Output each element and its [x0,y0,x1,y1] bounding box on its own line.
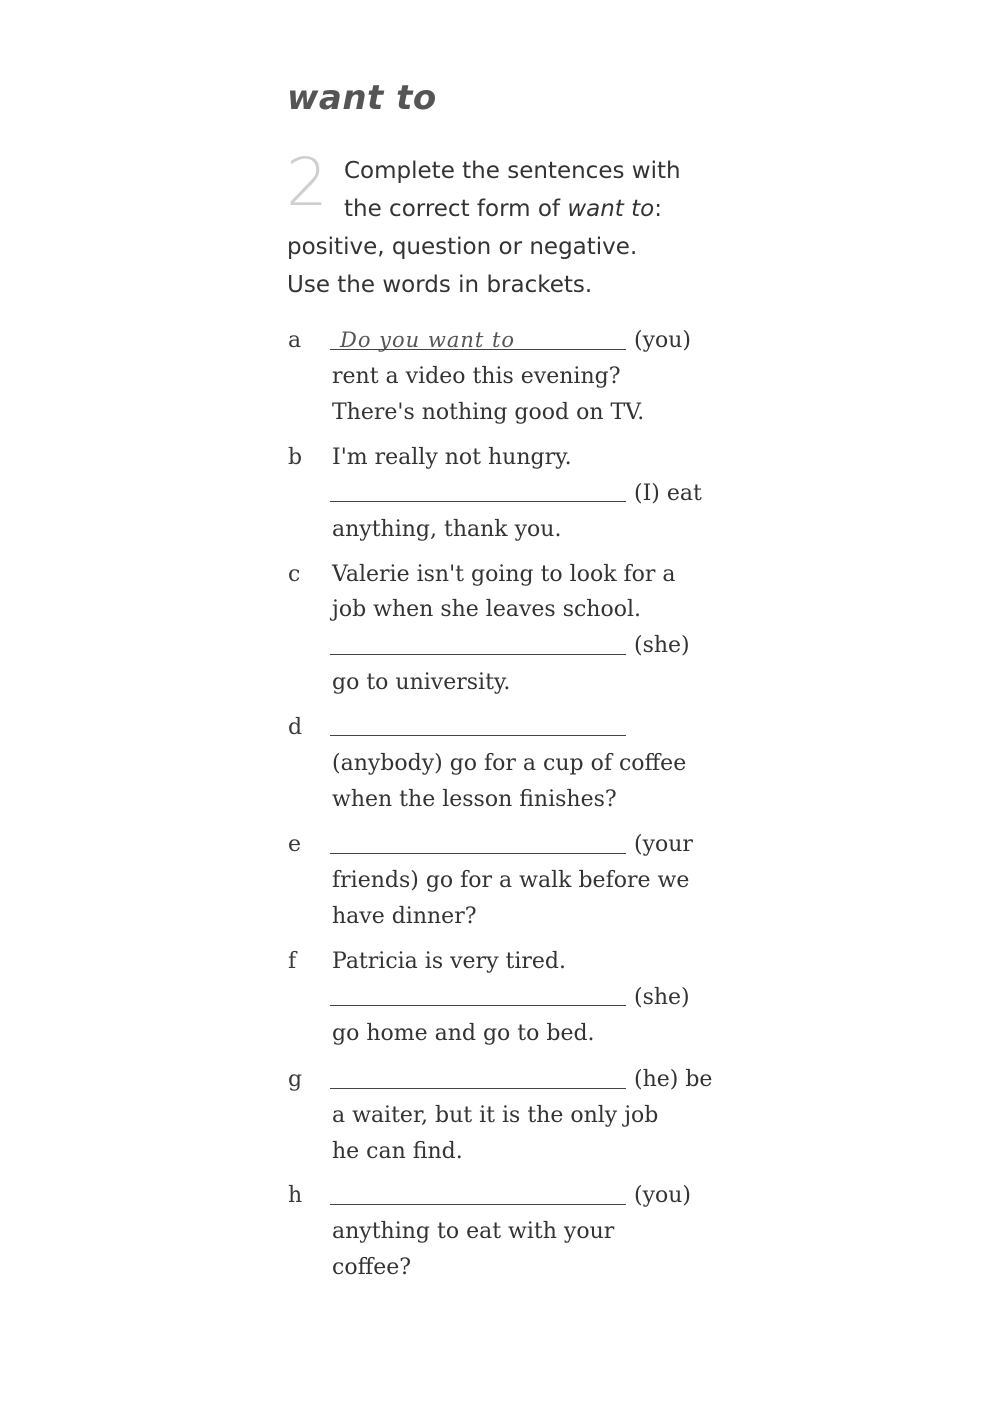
item-h-blank[interactable] [330,1204,626,1205]
item-g-line-2: he can find. [332,1139,463,1164]
item-h-letter: h [288,1183,303,1208]
item-b-prompt: I'm really not hungry. [332,445,572,470]
item-c-letter: c [288,562,301,587]
item-e-blank[interactable] [330,853,626,854]
item-a-line-1: rent a video this evening? [332,364,621,389]
instruction-line-3: positive, question or negative. [287,234,638,260]
item-a-answer: Do you want to [340,328,516,352]
item-h-line-1: anything to eat with your [332,1219,615,1244]
item-g-blank[interactable] [330,1088,626,1089]
item-a-cue: (you) [634,328,692,353]
instruction-line-2-post: : [654,196,662,222]
item-c-cue: (she) [634,633,690,658]
item-d-letter: d [288,715,303,740]
item-f-prompt: Patricia is very tired. [332,949,566,974]
instruction-line-4: Use the words in brackets. [287,272,593,298]
item-f-line-1: go home and go to bed. [332,1021,595,1046]
item-f-cue: (she) [634,985,690,1010]
item-e-cue: (your [634,832,693,857]
item-g-letter: g [288,1067,303,1092]
instruction-line-2 [344,198,662,221]
item-a-line-2: There's nothing good on TV. [332,400,645,425]
item-c-prompt-1: Valerie isn't going to look for a [332,562,676,587]
item-g-cue: (he) be [634,1067,713,1092]
item-d-line-1: (anybody) go for a cup of coffee [332,751,687,776]
item-f-letter: f [288,949,297,974]
item-d-line-2: when the lesson finishes? [332,787,617,812]
item-b-letter: b [288,445,303,470]
instruction-line-2-pre: the correct form of [344,196,568,222]
item-c-line-1: go to university. [332,670,511,695]
item-e-letter: e [288,832,302,857]
item-d-blank[interactable] [330,735,626,736]
instruction-line-1: Complete the sentences with [344,158,681,184]
item-h-cue: (you) [634,1183,692,1208]
item-b-blank[interactable] [330,501,626,502]
item-c-blank[interactable] [330,654,626,655]
item-c-prompt-2: job when she leaves school. [332,597,641,622]
item-a-letter: a [288,328,302,353]
item-h-line-2: coffee? [332,1255,412,1280]
page-title: want to [287,78,437,118]
exercise-number: 2 [286,144,328,221]
instruction-want-to: want to [567,196,655,222]
item-b-cue: (I) eat [634,481,702,506]
item-b-line-1: anything, thank you. [332,517,562,542]
item-a-blank[interactable] [330,349,626,350]
item-e-line-1: friends) go for a walk before we [332,868,690,893]
item-f-blank[interactable] [330,1005,626,1006]
item-g-line-1: a waiter, but it is the only job [332,1103,659,1128]
item-e-line-2: have dinner? [332,904,477,929]
